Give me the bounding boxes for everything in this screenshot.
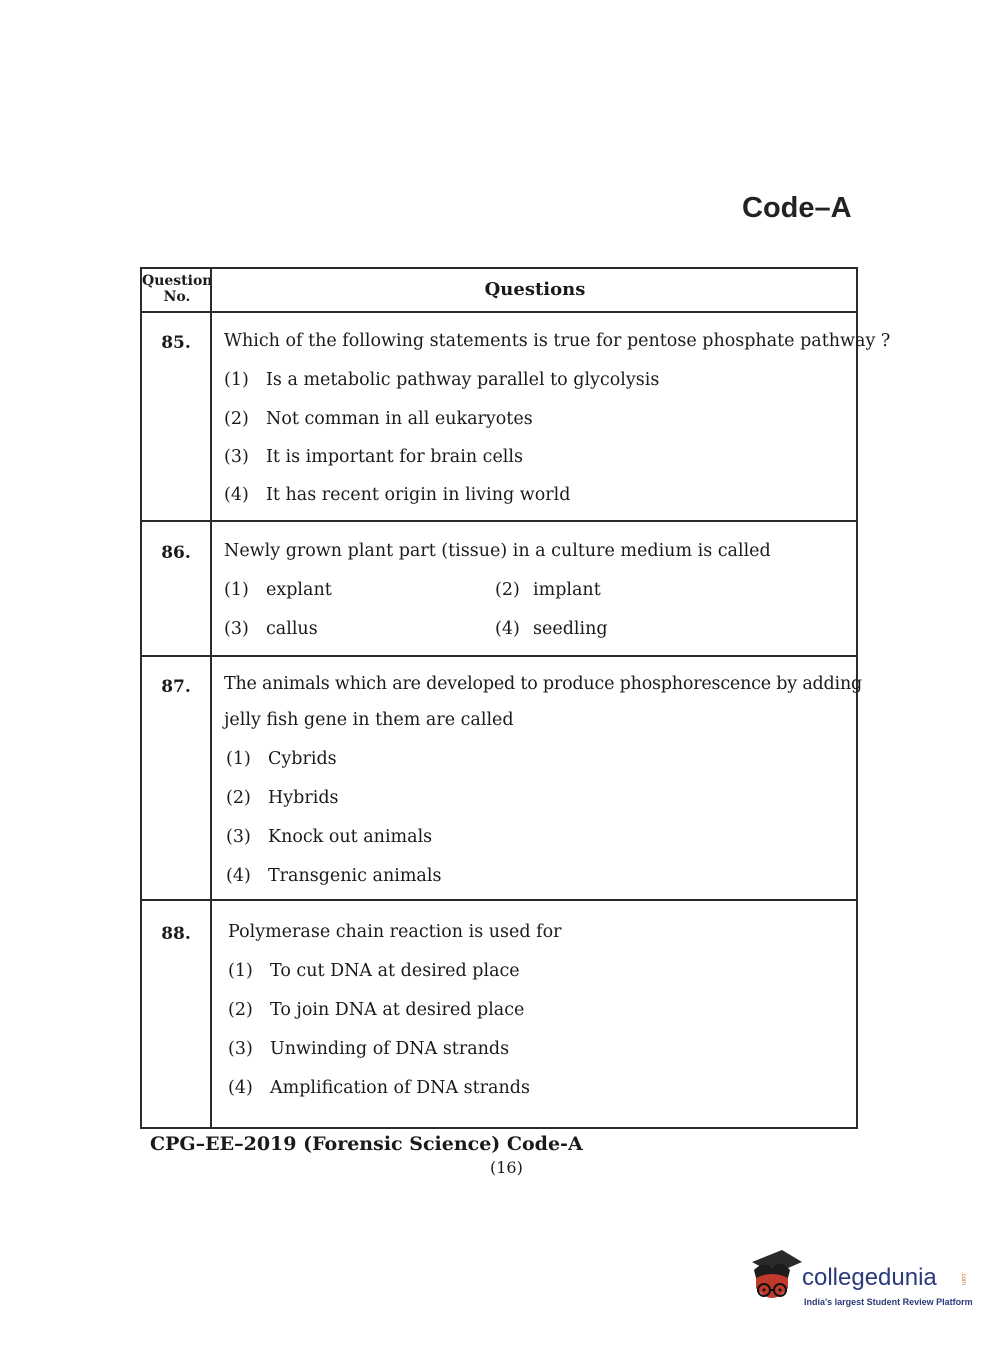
question-number: 86. [161,543,191,563]
option: (1) explant [224,580,332,600]
code-label: Code–A [742,192,852,224]
option: (4) Transgenic animals [226,866,442,886]
option: (2) Not comman in all eukaryotes [224,409,533,429]
option: (2) To join DNA at desired place [228,1000,525,1020]
question-number: 85. [161,333,191,353]
row-divider [142,655,856,657]
option: (4) It has recent origin in living world [224,485,571,505]
logo-tagline: India's largest Student Review Platform [804,1297,973,1307]
collegedunia-logo [742,1248,972,1318]
question-text: Polymerase chain reaction is used for [228,922,562,942]
column-header-question-no: Question No. [142,273,213,305]
logo-name: collegedunia [802,1264,937,1291]
row-divider [142,520,856,522]
option: (1) To cut DNA at desired place [228,961,520,981]
footer-title: CPG–EE–2019 (Forensic Science) Code-A [150,1133,583,1155]
row-divider [142,899,856,901]
option: (3) Knock out animals [226,827,433,847]
column-header-questions: Questions [484,279,586,300]
option: (1) Cybrids [226,749,337,769]
question-text: The animals which are developed to produce phosphorescence by adding [224,674,863,694]
question-table [140,267,891,1129]
option: (3) Unwinding of DNA strands [228,1039,510,1059]
option: (4) seedling [495,619,608,639]
question-number: 88. [161,924,191,944]
option: (2) implant [495,580,601,600]
option: (3) It is important for brain cells [224,447,523,467]
page-number: (16) [490,1158,523,1177]
option: (3) callus [224,619,318,639]
option: (4) Amplification of DNA strands [228,1078,530,1098]
option: (1) Is a metabolic pathway parallel to glycolysis [224,370,660,390]
question-number: 87. [161,677,191,697]
question-text: Newly grown plant part (tissue) in a culture medium is called [224,541,771,561]
question-text: Which of the following statements is true for pentose phosphate pathway ? [224,331,891,351]
option: (2) Hybrids [226,788,339,808]
column-divider [210,269,212,1127]
mascot-icon [742,1248,802,1314]
logo-domain: .com [960,1272,966,1286]
question-text-continued: jelly fish gene in them are called [224,710,514,730]
table-header [142,269,856,313]
